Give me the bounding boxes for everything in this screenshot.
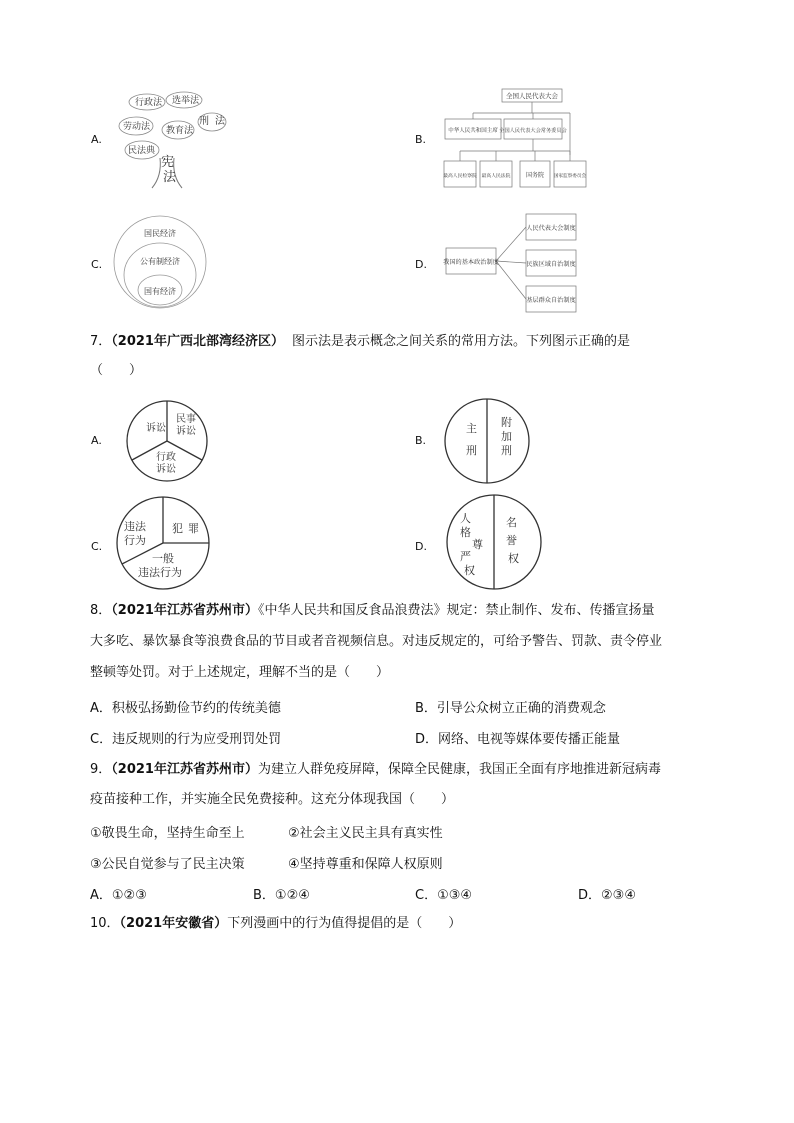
pie-label: 犯 [172,522,183,535]
q8-choice-d[interactable]: D．网络、电视等媒体要传播正能量 [415,732,621,747]
q9-item-4: ④坚持尊重和保障人权原则 [288,857,443,872]
q6-figure-c-nested-circles [112,212,212,312]
q9-source: （2021年江苏省苏州市） [111,762,258,777]
q9-item-1: ①敬畏生命，坚持生命至上 [90,826,245,841]
q7-figure-d-pie [444,492,544,592]
option-a-label: A. [91,434,102,447]
pie-label: 权 [464,564,475,577]
tree-label: 行政法 [135,98,163,108]
org-node: 全国人民代表大会 [506,92,558,100]
option-d-label: D. [415,258,427,271]
tree-trunk-label: 宪 [161,155,175,170]
pie-label: 行为 [124,534,146,547]
pie-label: 诉讼 [146,423,166,434]
q6-figure-d-branch-diagram [440,210,590,314]
tree-label: 民法典 [128,146,156,156]
org-node: 全国人民代表大会常务委员会 [499,128,567,134]
q9-number: 9． [90,762,112,777]
pie-label: 诉讼 [176,426,196,437]
pie-label: 违法行为 [138,566,182,579]
pie-label: 违法 [124,520,146,533]
q8-stem-text: 《中华人民共和国反食品浪费法》规定：禁止制作、发布、传播宣扬量 [257,603,655,618]
q9-choice-a[interactable]: A．①②③ [90,888,147,903]
option-c-label: C. [91,258,103,271]
branch-node: 人民代表大会制度 [526,225,576,232]
q8-choice-b[interactable]: B．引导公众树立正确的消费观念 [415,701,606,716]
tree-label: 法 [215,116,225,127]
branch-node: 民族区域自治制度 [526,261,576,268]
option-d-label: D. [415,540,427,553]
org-node: 最高人民检察院 [443,174,477,179]
option-b-label: B. [415,434,427,447]
q9-stem-line2: 疫苗接种工作，并实施全民免费接种。这充分体现我国（ ） [90,792,455,807]
pie-label: 权 [508,552,519,565]
pie-label: 附 [501,416,512,429]
org-node: 国家监察委员会 [553,174,587,179]
q10-stem [90,915,461,933]
tree-label: 选举法 [172,96,200,106]
pie-label: 一般 [152,552,174,565]
q8-stem-line2: 大多吃、暴饮暴食等浪费食品的节目或者音视频信息。对违反规定的，可给予警告、罚款、责令停业 [90,634,663,649]
option-a-label: A. [91,133,102,146]
q10-stem-text: 下列漫画中的行为值得提倡的是（ ） [227,916,462,931]
q7-figure-b-pie [442,396,532,486]
q8-stem-line1 [90,602,654,620]
pie-label: 刑 [466,444,477,457]
org-node: 最高人民法院 [481,174,511,179]
org-node: 中华人民共和国主席 [448,128,498,134]
q9-choice-b[interactable]: B．①②④ [253,888,310,903]
option-c-label: C. [91,540,103,553]
q8-choice-c[interactable]: C．违反规则的行为应受刑罚处罚 [90,732,282,747]
pie-label: 行政 [156,452,176,463]
q10-source: （2021年安徽省） [119,916,228,931]
pie-label: 罪 [188,522,199,535]
q8-stem-line3: 整顿等处罚。对于上述规定，理解不当的是（ ） [90,665,390,680]
pie-label: 尊 [472,538,483,551]
q9-stem-line1 [90,761,661,779]
tree-label: 教育法 [166,126,194,136]
tree-label: 劳动法 [123,122,151,132]
pie-label: 加 [501,430,512,443]
q7-figure-c-pie [114,494,212,592]
q6-figure-a-tree [112,88,237,192]
q9-choice-d[interactable]: D．②③④ [578,888,636,903]
branch-node: 基层群众自治制度 [526,297,576,304]
tree-trunk-label: 法 [163,170,177,185]
pie-label: 刑 [501,444,512,457]
circle-label: 国民经济 [144,229,176,238]
pie-label: 主 [466,422,477,435]
branch-root: 我国的基本政治制度 [443,259,499,266]
q7-stem [90,333,630,351]
pie-label: 诉讼 [156,464,176,475]
pie-label: 誉 [506,534,517,547]
q9-choice-c[interactable]: C．①③④ [415,888,473,903]
q8-number: 8． [90,603,112,618]
pie-label: 名 [506,516,517,529]
org-node: 国务院 [525,172,545,179]
q8-choice-a[interactable]: A．积极弘扬勤俭节约的传统美德 [90,701,281,716]
pie-label: 人 [460,512,471,525]
q7-number: 7． [90,334,112,349]
circle-label: 公有制经济 [140,257,180,266]
q7-stem-text: 图示法是表示概念之间关系的常用方法。下列图示正确的是 [291,334,630,349]
q9-item-2: ②社会主义民主具有真实性 [288,826,443,841]
tree-label: 刑 [199,116,209,127]
q7-source: （2021年广西北部湾经济区） [111,334,284,349]
pie-label: 严 [460,550,471,563]
q9-stem-text: 为建立人群免疫屏障，保障全民健康，我国正全面有序地推进新冠病毒 [257,762,661,777]
circle-label: 国有经济 [144,287,176,296]
q7-answer-paren: （ ） [90,363,143,378]
q6-figure-b-org-chart [440,85,590,193]
option-b-label: B. [415,133,427,146]
q8-source: （2021年江苏省苏州市） [111,603,258,618]
pie-label: 民事 [176,414,196,425]
pie-label: 格 [460,526,471,539]
q9-item-3: ③公民自觉参与了民主决策 [90,857,245,872]
q10-number: 10． [90,916,120,931]
q7-figure-a-pie [124,398,210,484]
